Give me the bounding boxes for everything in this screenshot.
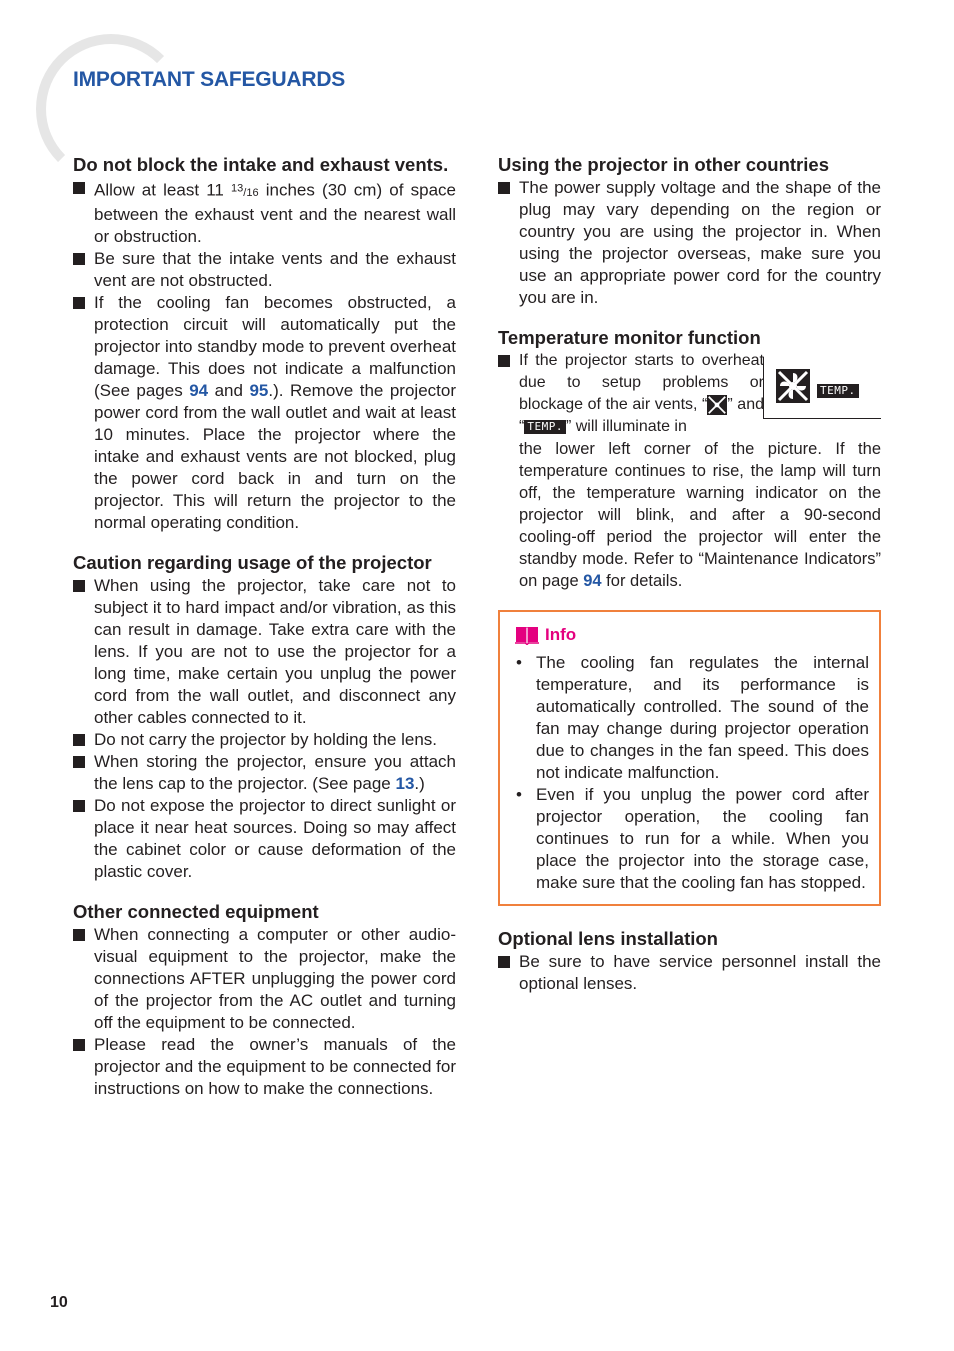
list-item: Do not expose the projector to direct sunlight or place it near heat sources. Doing so may affect the cabinet color or cause deformation of the plastic cover. — [73, 795, 456, 883]
list-item: Allow at least 11 $^{13}$/16 inches (30 cm) of space between the exhaust vent and the nearest wall or obstruction. — [73, 177, 456, 248]
page-link-94[interactable]: 94 — [189, 380, 209, 400]
info-box — [498, 610, 881, 906]
square-bullet-icon — [498, 956, 510, 968]
square-bullet-icon — [73, 297, 85, 309]
list-item: Be sure to have service personnel install the optional lenses. — [498, 951, 881, 995]
section-temperature — [498, 327, 881, 592]
info-header — [514, 624, 869, 646]
list-item: Do not carry the projector by holding the lens. — [73, 729, 456, 751]
page-number: 10 — [50, 1294, 68, 1311]
page-link-95[interactable]: 95 — [249, 380, 269, 400]
list-item: If the cooling fan becomes obstructed, a protection circuit will automatically put the projector into standby mode to prevent overheat damage. This does not indicate a malfunction (See pages 94 and 95.). Remove the projector power cord from the wall outlet and wait at least 10 minutes. Place the projector where the intake and exhaust vents are not blocked, plug the power cord back in and turn on the projector. This will return the projector to the normal operating condition. — [73, 292, 456, 534]
square-bullet-icon — [73, 1039, 85, 1051]
section-optional-lens — [498, 928, 881, 995]
square-bullet-icon — [73, 182, 85, 194]
dot-bullet-icon: • — [516, 785, 522, 804]
page-link-94[interactable]: 94 — [583, 572, 602, 590]
left-column — [73, 154, 456, 1118]
temp-indicator-label: TEMP. — [817, 384, 859, 398]
info-label: Info — [545, 625, 577, 644]
dot-bullet-icon: • — [516, 653, 522, 672]
temp-inline-label: TEMP. — [524, 420, 566, 434]
section-title-vents: Do not block the intake and exhaust vents. — [73, 154, 449, 175]
section-title-connected-equipment: Other connected equipment — [73, 900, 319, 922]
section-title-other-countries: Using the projector in other countries — [498, 154, 829, 175]
list-item: When storing the projector, ensure you attach the lens cap to the projector. (See page 13.) — [73, 751, 456, 795]
square-bullet-icon — [73, 756, 85, 768]
section-other-countries — [498, 154, 881, 309]
fraction: $^{13}$/16 — [231, 182, 259, 199]
page-title: IMPORTANT SAFEGUARDS — [73, 68, 346, 91]
list-item: Be sure that the intake vents and the exhaust vent are not obstructed. — [73, 248, 456, 292]
square-bullet-icon — [73, 734, 85, 746]
list-item: The power supply voltage and the shape of the plug may vary depending on the region or country you are using the projector in. When using the projector overseas, make sure you use an appropriate power cord for the country you are in. — [498, 177, 881, 309]
square-bullet-icon — [498, 355, 510, 367]
temperature-text-wrap: If the projector starts to overheat due to setup problems or blockage of the air vents, “ ” and “ TEMP. ” will illuminate in — [519, 352, 765, 435]
temperature-text-cont: the lower left corner of the picture. If the temperature continues to rise, the lamp will turn off, the temperature warning indicator on the projector will blink, and after a 90-second cooling-off period the projector will enter the standby mode. Refer to “Maintenance Indicators” on page 94 for details. — [519, 440, 881, 590]
list-item: When using the projector, take care not to subject it to hard impact and/or vibration, as this can result in damage. Take extra care with the lens. If you are not to use the projector for a long time, make certain you unplug the power cord from the wall outlet, and disconnect any other cables connected to it. — [73, 575, 456, 729]
section-caution — [73, 552, 456, 883]
list-item — [498, 350, 881, 592]
square-bullet-icon — [73, 929, 85, 941]
square-bullet-icon — [73, 800, 85, 812]
book-icon — [514, 624, 540, 646]
fan-warning-icon — [707, 395, 727, 415]
section-title-caution: Caution regarding usage of the projector — [73, 551, 432, 573]
section-vents — [73, 154, 456, 534]
right-column — [498, 154, 881, 1013]
section-connected-equipment — [73, 901, 456, 1100]
list-item: • The cooling fan regulates the internal temperature, and its performance is automatically controlled. The sound of the fan may change during projector operation due to changes in the fan speed. This does not indicate malfunction. — [516, 653, 869, 782]
list-item: Please read the owner’s manuals of the projector and the equipment to be connected for instructions on how to make the connections. — [73, 1034, 456, 1100]
square-bullet-icon — [73, 580, 85, 592]
section-title-temperature: Temperature monitor function — [498, 327, 761, 348]
section-title-optional-lens: Optional lens installation — [498, 928, 718, 949]
list-item: • Even if you unplug the power cord after projector operation, the cooling fan continues to run for a while. When you place the projector into the storage case, make sure that the cooling fan has stopped. — [516, 785, 869, 892]
square-bullet-icon — [73, 253, 85, 265]
square-bullet-icon — [498, 182, 510, 194]
page-link-13[interactable]: 13 — [395, 773, 415, 793]
list-item: When connecting a computer or other audio-visual equipment to the projector, make the connections AFTER unplugging the power cord of the projector from the AC outlet and turning off the equipment to be connected. — [73, 924, 456, 1034]
